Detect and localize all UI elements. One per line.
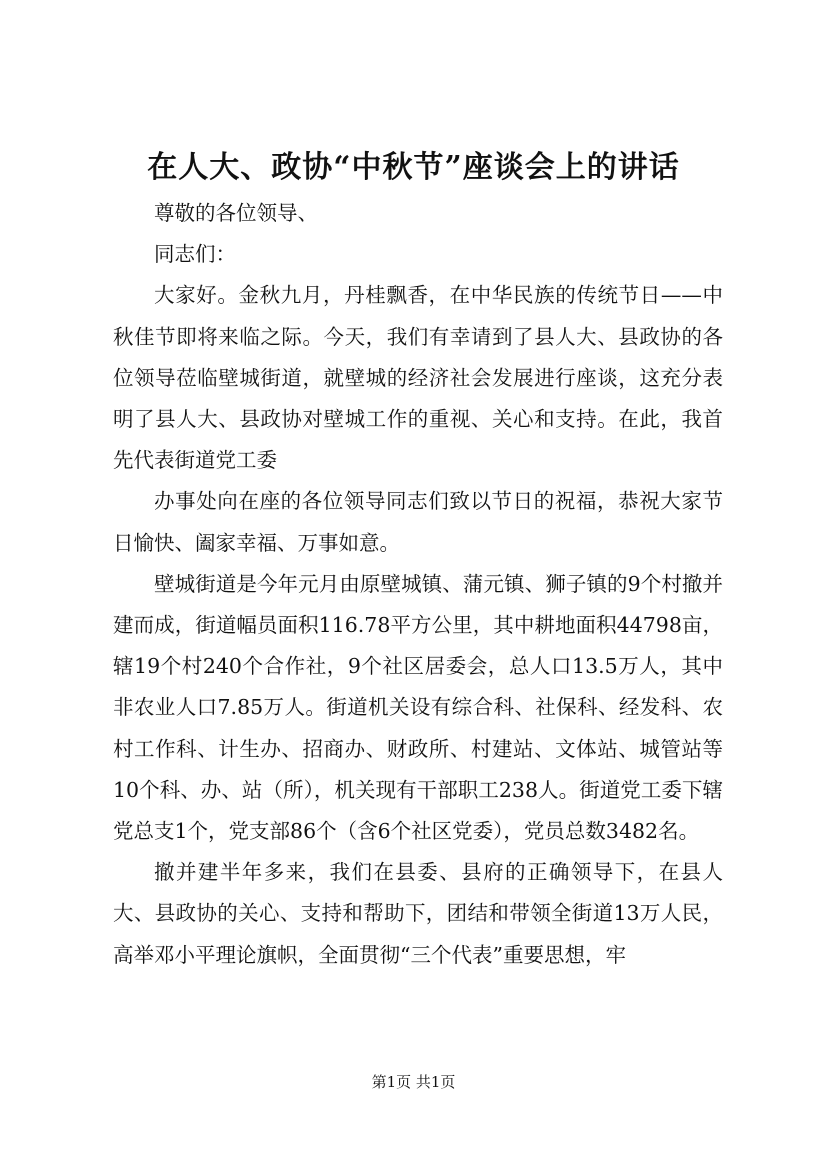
paragraph: 壁城街道是今年元月由原壁城镇、蒲元镇、狮子镇的9个村撤并建而成，街道幅员面积116.78平方公里，其中耕地面积44798亩，辖19个村240个合作社，9个社区居委会，总人口13.5万人，其中非农业人口7.85万人。街道机关设有综合科、社保科、经发科、农村工作科、计生办、招商办、财政所、村建站、文体站、城管站等10个科、办、站（所），机关现有干部职工238人。街道党工委下辖党总支1个，党支部86个（含6个社区党委），党员总数3482名。 (113, 571, 723, 844)
paragraph: 办事处向在座的各位领导同志们致以节日的祝福，恭祝大家节日愉快、阖家幸福、万事如意。 (113, 489, 723, 555)
document-body (113, 193, 723, 976)
paragraph: 撤并建半年多来，我们在县委、县府的正确领导下，在县人大、县政协的关心、支持和帮助下，团结和带领全街道13万人民，高举邓小平理论旗帜，全面贯彻“三个代表”重要思想，牢 (113, 860, 723, 967)
document-title: 在人大、政协“中秋节”座谈会上的讲话 (147, 150, 680, 185)
salutation-line-2: 同志们： (154, 242, 236, 267)
paragraph: 大家好。金秋九月，丹桂飘香，在中华民族的传统节日——中秋佳节即将来临之际。今天，我们有幸请到了县人大、县政协的各位领导莅临壁城街道，就壁城的经济社会发展进行座谈，这充分表明了县人大、县政协对壁城工作的重视、关心和支持。在此，我首先代表街道党工委 (113, 283, 723, 473)
salutation-line-1: 尊敬的各位领导、 (154, 201, 318, 225)
page-footer: 第1页 共1页 (371, 1073, 456, 1091)
